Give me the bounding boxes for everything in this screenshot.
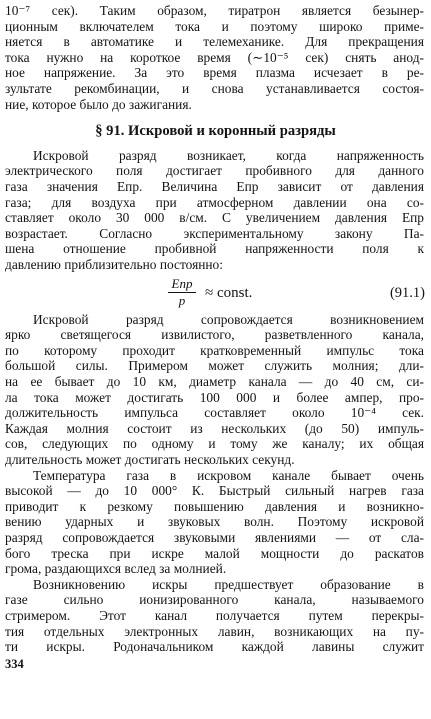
text-line: электрического поля достигает пробивного для данного	[5, 163, 424, 179]
text-line: высокой — до 10 000° К. Быстрый сильный нагрев газа	[5, 483, 424, 499]
text-line: газа; для воздуха при атмосферном давлении она со-	[5, 194, 424, 210]
text-line: Возникновению искры предшествует образование в	[33, 576, 424, 592]
text-line: ставляет около 30 000 в/см. С увеличением давления Eпр	[5, 210, 424, 226]
fraction-numerator: Eпр	[168, 276, 196, 293]
text-line: ционным включателем тока и поэтому широко приме-	[5, 18, 424, 34]
text-line: давлению приблизительно постоянно:	[5, 257, 223, 272]
text-line: зультате рекомбинации, и снова устанавливается состоя-	[5, 81, 424, 96]
fraction	[168, 276, 196, 309]
text-line: Искровой разряд возникает, когда напряженность	[33, 147, 424, 163]
text-line: ла тока может достигать 100 000 и более ампер, про-	[5, 389, 424, 405]
text-line: ти искры. Родоначальником каждой лавины служит	[5, 639, 424, 655]
text-line: ние, которое было до зажигания.	[5, 96, 192, 112]
text-line: няется в автоматике и телемеханике. Для прекращения	[5, 34, 424, 50]
text-line: стримером. Этот канал получается путем перекры-	[5, 608, 424, 623]
text-line: на ее бывает до 10 км, диаметр канала — до 40 см, си-	[5, 374, 424, 389]
text-line: возрастает. Согласно экспериментальному закону Па-	[5, 225, 424, 241]
text-line: длительность может достигать нескольких секунд.	[5, 452, 295, 467]
fraction-denominator: p	[178, 292, 186, 308]
text-line: по которому проходит кратковременный импульс тока	[5, 342, 424, 358]
formula-rhs: ≈ const.	[205, 284, 253, 301]
equation-number: (91.1)	[389, 284, 425, 301]
text-line: Искровой разряд сопровождается возникновением	[33, 311, 424, 327]
text-line: вению ударных и звуковых волн. Поэтому искровой	[5, 514, 424, 530]
text-line: ярко светящегося извилистого, разветвленного канала,	[5, 327, 424, 343]
text-line: ное напряжение. За это время плазма исчезает в ре-	[5, 65, 424, 81]
text-line: тока нужно на короткое время (∼10⁻⁵ сек) снять анод-	[5, 49, 424, 65]
text-line: сов, следующих по одному и тому же каналу; их общая	[5, 436, 424, 452]
text-line: тия отдельных электронных лавин, возникающих на пу-	[5, 623, 424, 639]
text-line: 10⁻⁷ сек). Таким образом, тиратрон является безынер-	[5, 3, 424, 18]
text-line: грома, раздающихся вслед за молнией.	[5, 561, 227, 577]
text-line: должительность импульса составляет около 10⁻⁴ сек.	[5, 405, 424, 421]
text-line: Каждая молния состоит из нескольких (до 50) импуль-	[5, 420, 424, 436]
text-line: газа значения Eпр. Величина Eпр зависит от давления	[5, 179, 424, 194]
page-number: 334	[5, 656, 24, 671]
text-line: бого треска при искре малой мощности до раскатов	[5, 545, 424, 561]
text-line: шена отношение пробивной напряженности поля к	[5, 241, 424, 257]
text-line: приводит к резкому повышению давления и возникно-	[5, 498, 424, 514]
text-line: разряд сопровождается звуковыми явлениями — от сла-	[5, 530, 424, 545]
section-title: § 91. Искровой и коронный разряды	[95, 123, 336, 140]
text-line: газе сильно ионизированного канала, называемого	[5, 592, 424, 608]
equation-91-1	[0, 276, 431, 316]
text-line: большой силы. Примером может служить молния; дли-	[5, 358, 424, 374]
text-line: Температура газа в искровом канале бывает очень	[33, 467, 424, 483]
